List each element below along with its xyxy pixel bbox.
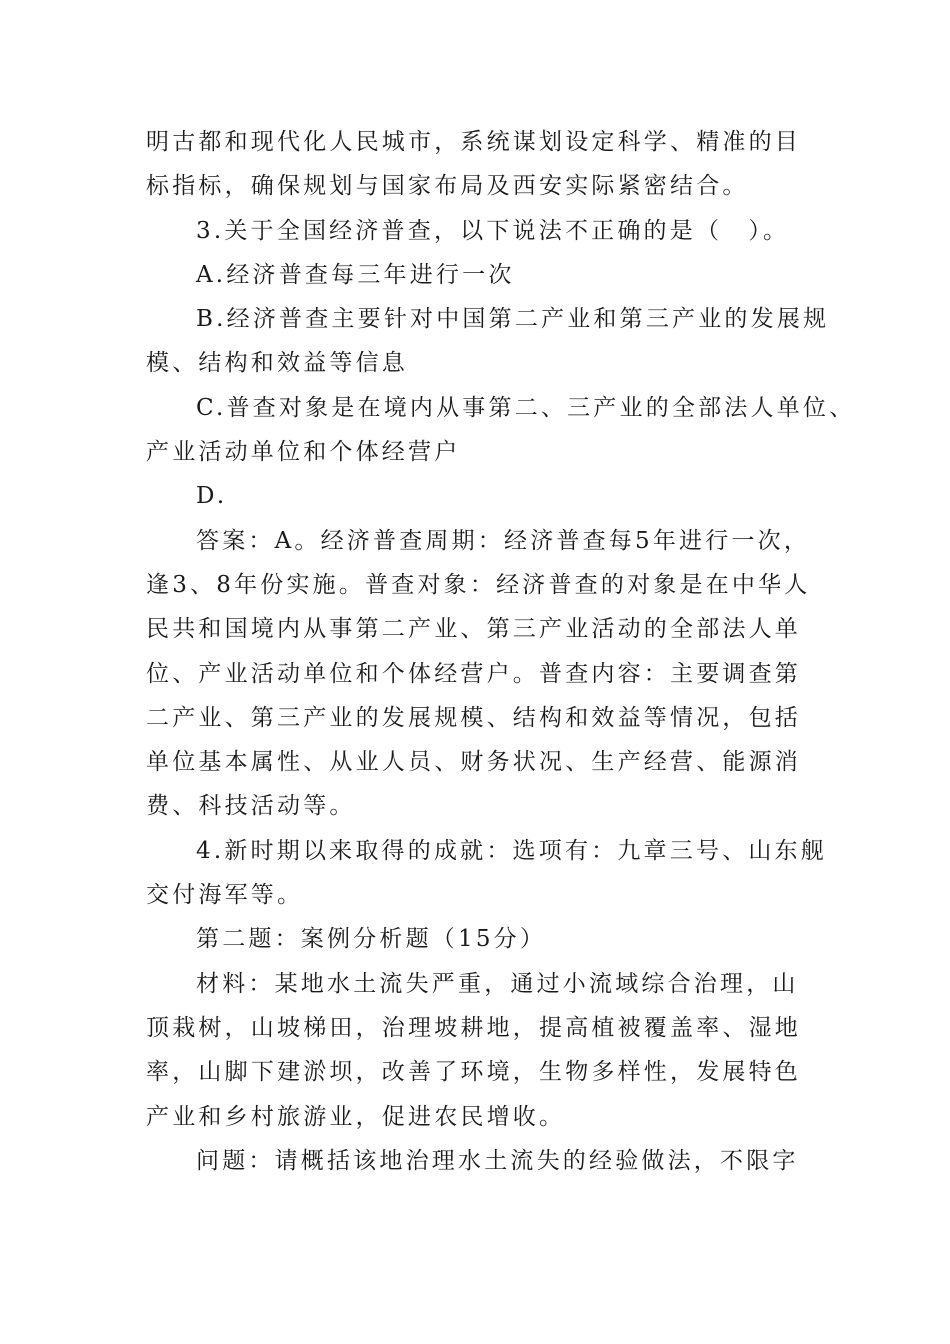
text-line: B.经济普查主要针对中国第二产业和第三产业的发展规 <box>196 306 830 333</box>
text-line: 问题：请概括该地治理水土流失的经验做法，不限字 <box>196 1147 799 1174</box>
text-line: 标指标，确保规划与国家布局及西安实际紧密结合。 <box>146 173 749 200</box>
text-line: D. <box>196 483 228 510</box>
question-4 <box>146 829 826 918</box>
text-line: 4.新时期以来取得的成就：选项有：九章三号、山东舰 <box>196 837 827 864</box>
text-line: 费、科技活动等。 <box>146 793 356 820</box>
text-line: 产业活动单位和个体经营户 <box>146 439 461 466</box>
text-line: 材料：某地水土流失严重，通过小流域综合治理，山 <box>196 970 799 997</box>
text-line: A.经济普查每三年进行一次 <box>196 261 515 288</box>
text-line: 单位基本属性、从业人员、财务状况、生产经营、能源消 <box>146 749 801 776</box>
text-line: 第二题：案例分析题（15分） <box>196 926 547 953</box>
text-line: 3.关于全国经济普查，以下说法不正确的是（ ）。 <box>196 217 790 244</box>
document-body <box>146 120 856 1183</box>
text-line: 答案：A。经济普查周期：经济普查每5年进行一次， <box>196 527 811 554</box>
question-3-option-c <box>146 386 856 475</box>
question-3-option-d <box>146 474 826 518</box>
text-line: 二产业、第三产业的发展规模、结构和效益等情况，包括 <box>146 704 801 731</box>
section-2-material <box>146 962 826 1139</box>
question-3-option-b <box>146 297 830 386</box>
text-line: 模、结构和效益等信息 <box>146 350 408 377</box>
question-3-answer <box>146 519 826 829</box>
text-line: 民共和国境内从事第二产业、第三产业活动的全部法人单 <box>146 616 801 643</box>
text-line: 顶栽树，山坡梯田，治理坡耕地，提高植被覆盖率、湿地 <box>146 1014 801 1041</box>
text-line: 率，山脚下建淤坝，改善了环境，生物多样性，发展特色 <box>146 1059 801 1086</box>
section-2-title <box>146 917 826 961</box>
text-line: 产业和乡村旅游业，促进农民增收。 <box>146 1103 566 1130</box>
question-3-stem <box>146 209 826 253</box>
text-line: C.普查对象是在境内从事第二、三产业的全部法人单位、 <box>196 394 856 421</box>
text-line: 逢3、8年份实施。普查对象：经济普查的对象是在中华人 <box>146 571 811 598</box>
question-3-option-a <box>146 253 826 297</box>
text-line: 交付海军等。 <box>146 882 304 909</box>
section-2-question <box>146 1139 826 1183</box>
text-line: 位、产业活动单位和个体经营户。普查内容：主要调查第 <box>146 660 801 687</box>
paragraph-continuation <box>146 120 826 209</box>
text-line: 明古都和现代化人民城市，系统谋划设定科学、精准的目 <box>146 129 801 155</box>
